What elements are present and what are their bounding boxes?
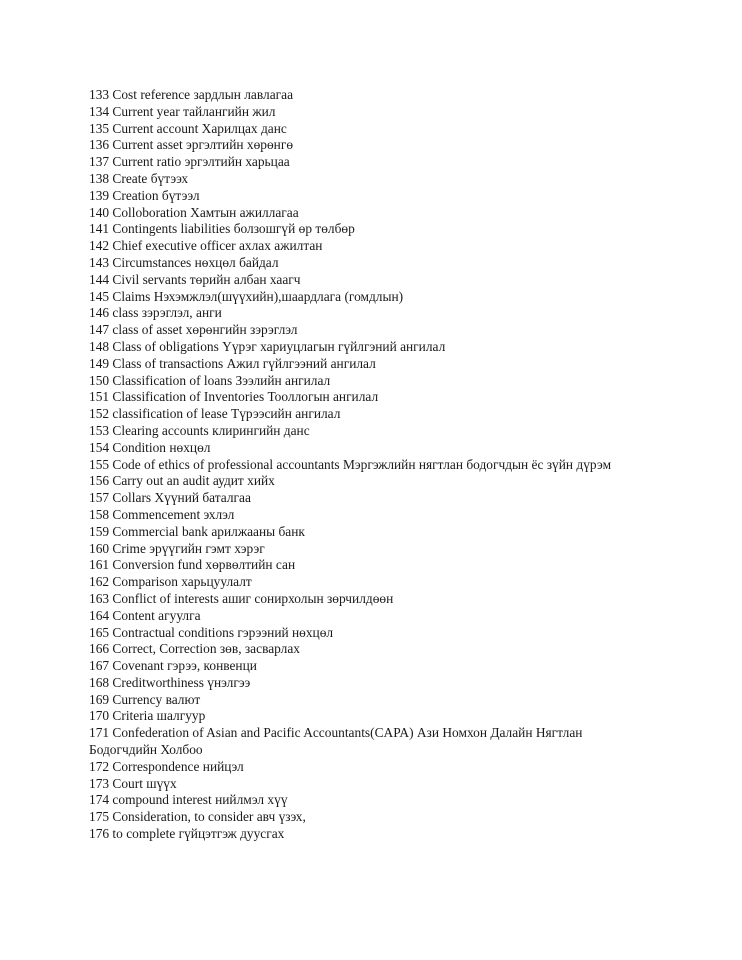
- glossary-entry-172: 172 Correspondence нийцэл: [89, 758, 244, 774]
- glossary-entry-148: 148 Class of obligations Үүрэг хариуцлагын гүйлгэний ангилал: [89, 338, 446, 354]
- glossary-entry-170: 170 Criteria шалгуур: [89, 708, 206, 724]
- glossary-entry-167: 167 Covenant гэрээ, конвенци: [89, 658, 257, 674]
- glossary-entry-160: 160 Crime эрүүгийн гэмт хэрэг: [89, 540, 265, 556]
- glossary-entry-139: 139 Creation бүтээл: [89, 187, 200, 203]
- glossary-entry-176: 176 to complete гүйцэтгэж дуусгах: [89, 826, 285, 842]
- glossary-entry-153: 153 Clearing accounts клирингийн данс: [89, 422, 310, 438]
- glossary-entry-151: 151 Classification of Inventories Тооллогын ангилал: [89, 389, 379, 405]
- glossary-entry-145: 145 Claims Нэхэмжлэл(шүүхийн),шаардлага (гомдлын): [89, 288, 404, 304]
- glossary-entry-171: 171 Confederation of Asian and Pacific Accountants(CAPA) Ази Номхон Далайн Нягтлан Бодогчдийн Холбоо: [89, 725, 583, 758]
- glossary-entry-155: 155 Code of ethics of professional accountants Мэргэжлийн нягтлан бодогчдын ёс зүйн дүрэм: [89, 456, 612, 472]
- glossary-entry-149: 149 Class of transactions Ажил гүйлгээний ангилал: [89, 355, 376, 371]
- glossary-entry-143: 143 Circumstances нөхцөл байдал: [89, 254, 279, 270]
- glossary-entry-138: 138 Create бүтээх: [89, 170, 189, 186]
- glossary-entry-163: 163 Conflict of interests ашиг сонирхолын зөрчилдөөн: [89, 590, 394, 606]
- glossary-entry-165: 165 Contractual conditions гэрээний нөхцөл: [89, 624, 334, 640]
- glossary-entry-175: 175 Consideration, to consider авч үзэх,: [89, 809, 306, 825]
- glossary-entry-142: 142 Chief executive officer ахлах ажилтан: [89, 238, 323, 254]
- glossary-entry-147: 147 class of asset хөрөнгийн зэрэглэл: [89, 322, 298, 338]
- glossary-entry-154: 154 Condition нөхцөл: [89, 439, 211, 455]
- glossary-entry-144: 144 Civil servants төрийн албан хаагч: [89, 271, 301, 287]
- glossary-entry-136: 136 Current asset эргэлтийн хөрөнгө: [89, 137, 294, 153]
- glossary-entry-135: 135 Current account Харилцах данс: [89, 120, 287, 136]
- glossary-entry-157: 157 Collars Хүүний баталгаа: [89, 490, 251, 506]
- glossary-entry-162: 162 Comparison харьцуулалт: [89, 574, 252, 590]
- glossary-entry-168: 168 Creditworthiness үнэлгээ: [89, 674, 251, 690]
- glossary-entry-150: 150 Classification of loans Зээлийн ангилал: [89, 372, 331, 388]
- glossary-entry-152: 152 classification of lease Түрээсийн ангилал: [89, 406, 341, 422]
- glossary-entry-166: 166 Correct, Correction зөв, засварлах: [89, 641, 301, 657]
- glossary-entry-158: 158 Commencement эхлэл: [89, 506, 235, 522]
- glossary-entry-174: 174 compound interest нийлмэл хүү: [89, 792, 288, 808]
- glossary-entry-164: 164 Content агуулга: [89, 607, 201, 623]
- glossary-entry-133: 133 Cost reference зардлын лавлагаа: [89, 87, 294, 102]
- glossary-entry-146: 146 class зэрэглэл, анги: [89, 305, 222, 321]
- glossary-entry-141: 141 Contingents liabilities болзошгүй өр төлбөр: [89, 221, 355, 237]
- glossary-entry-169: 169 Currency валют: [89, 691, 201, 707]
- glossary-list: [89, 87, 649, 843]
- glossary-entry-159: 159 Commercial bank арилжааны банк: [89, 523, 305, 539]
- glossary-entry-161: 161 Conversion fund хөрвөлтийн сан: [89, 557, 296, 573]
- glossary-entry-137: 137 Current ratio эргэлтийн харьцаа: [89, 154, 290, 170]
- glossary-entry-140: 140 Colloboration Хамтын ажиллагаа: [89, 204, 299, 220]
- glossary-entry-173: 173 Court шүүх: [89, 775, 177, 791]
- glossary-entry-156: 156 Carry out an audit аудит хийх: [89, 473, 275, 489]
- glossary-entry-134: 134 Current year тайлангийн жил: [89, 103, 276, 119]
